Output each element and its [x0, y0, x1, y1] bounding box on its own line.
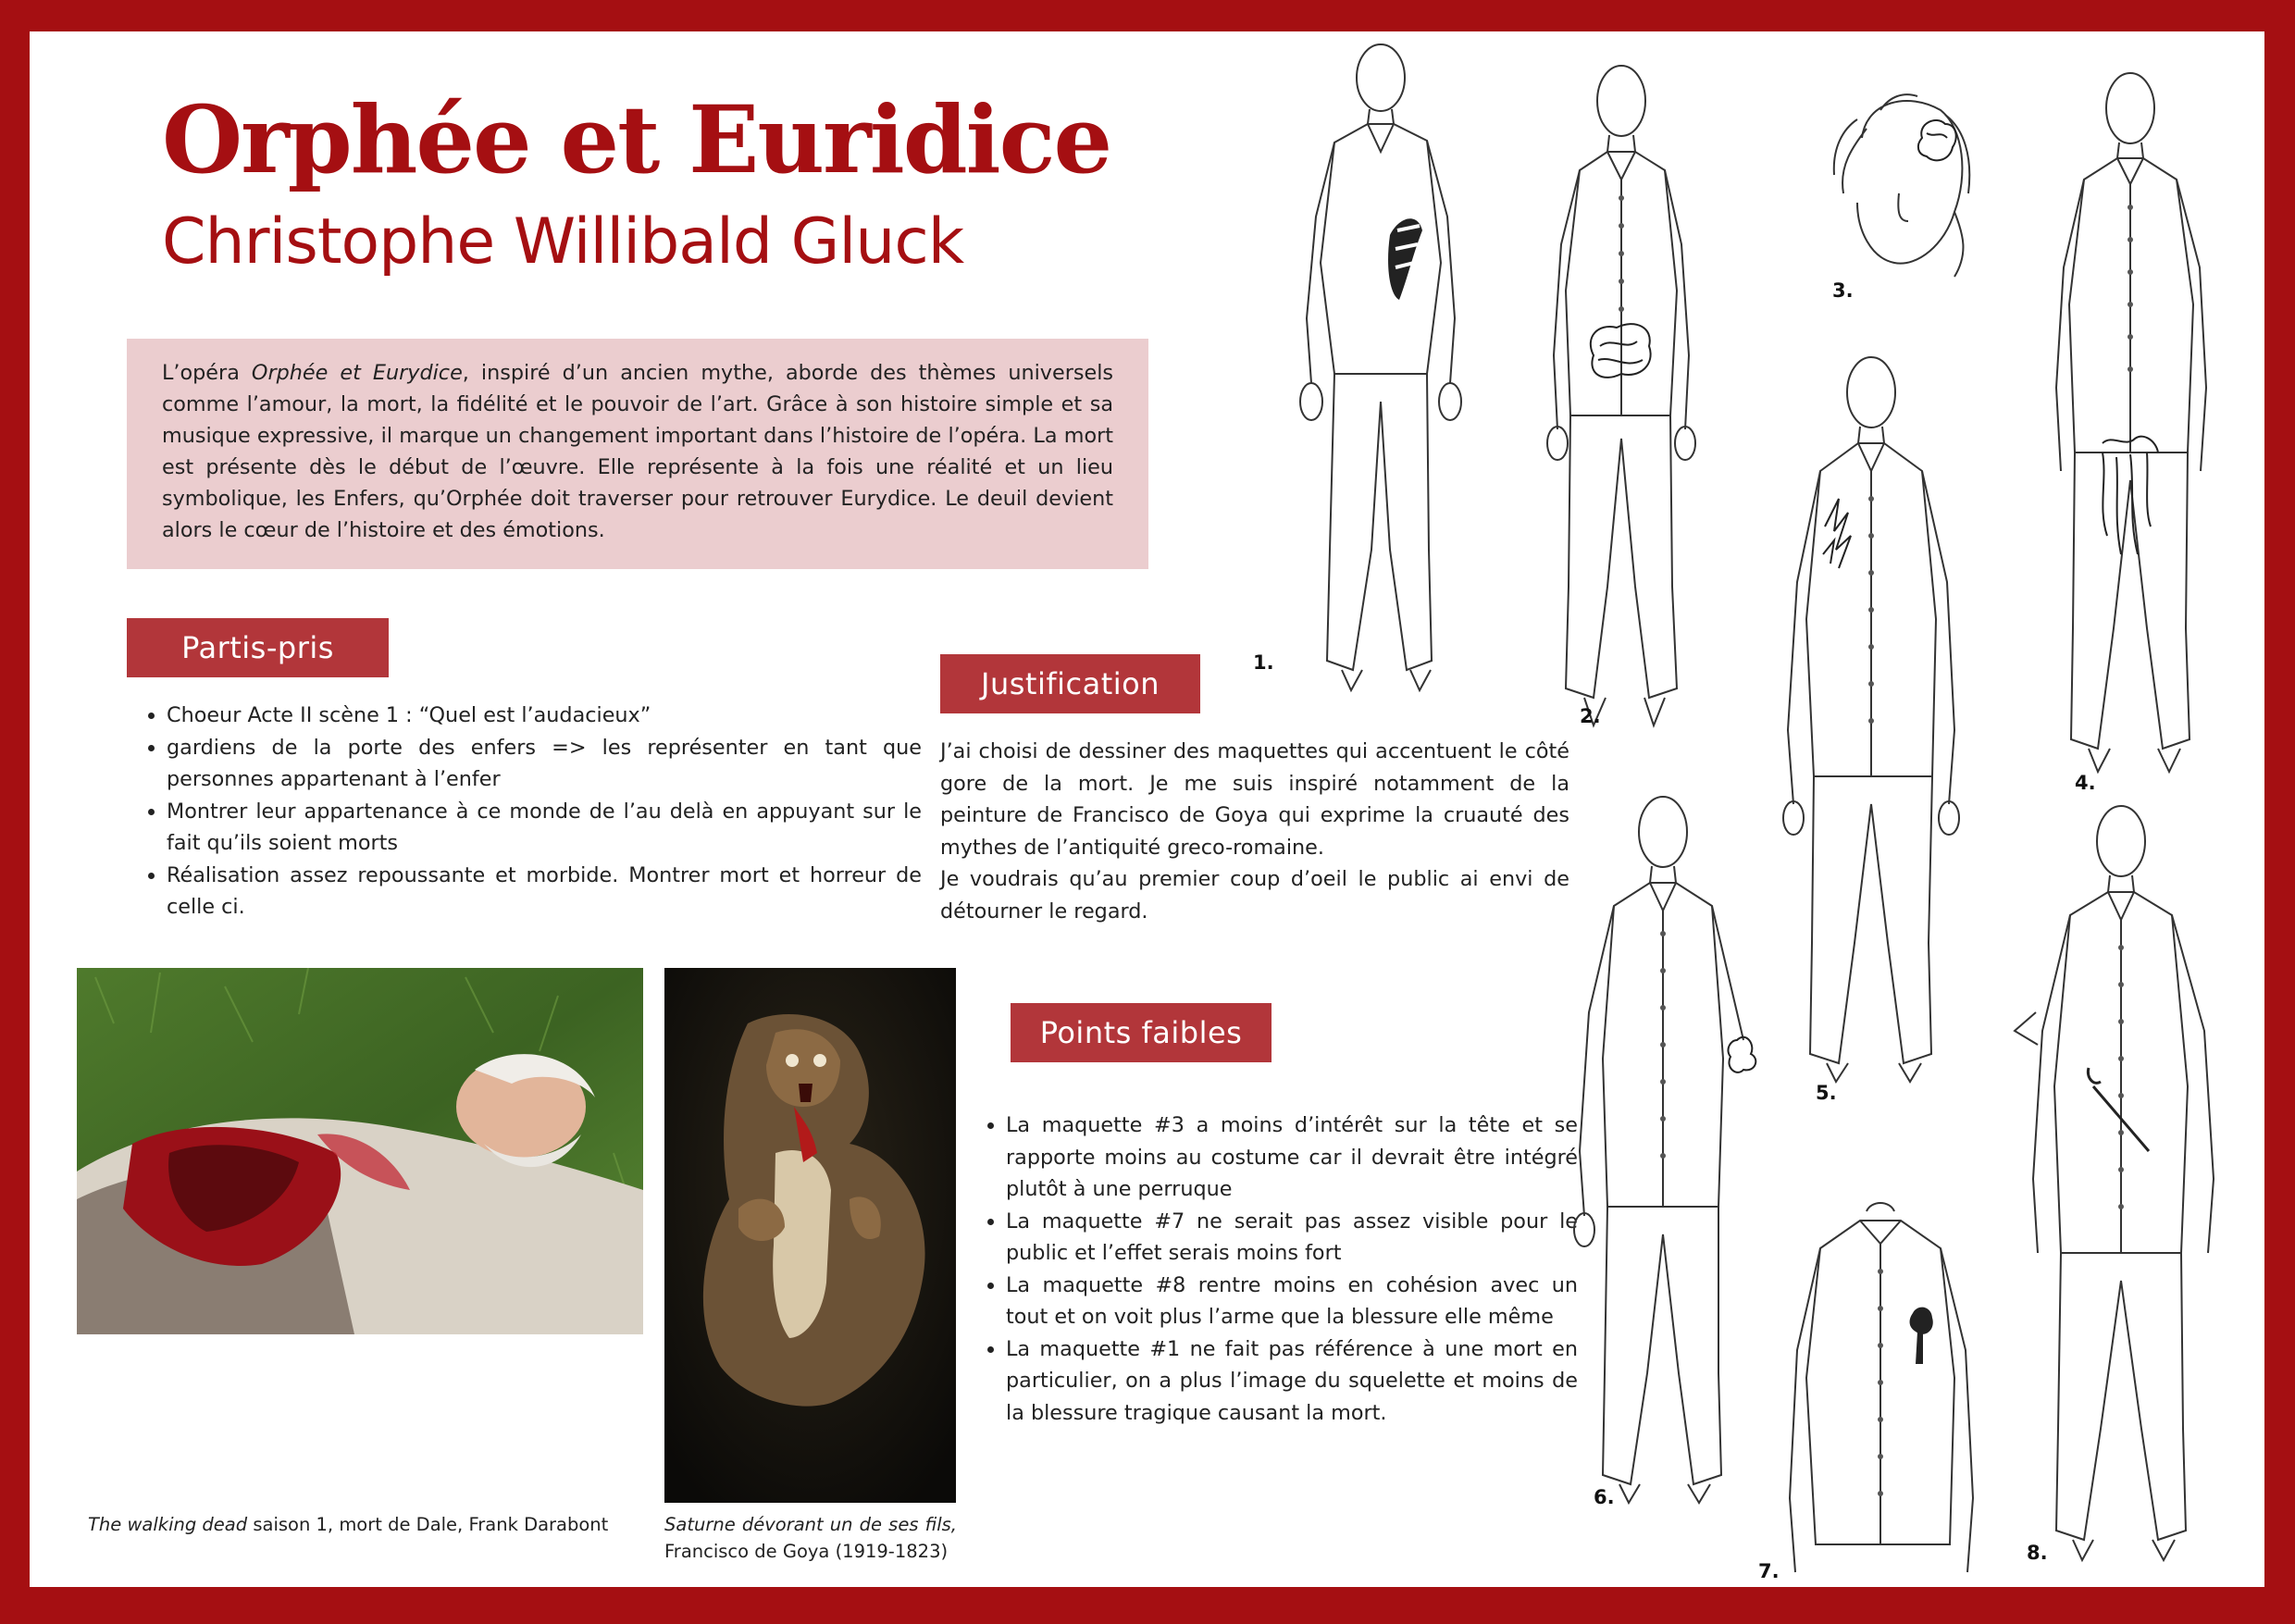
dale-caption: The walking dead saison 1, mort de Dale, Frank Darabont	[88, 1514, 609, 1535]
costume-sketch-8	[1982, 790, 2260, 1568]
sketch-label-8: 8.	[2027, 1542, 2048, 1564]
page-title: Orphée et Euridice	[162, 85, 1111, 194]
points-faibles-heading: Points faibles	[1011, 1003, 1272, 1062]
sketch-label-3: 3.	[1832, 279, 1854, 302]
justification-text: J’ai choisi de dessiner des maquettes qui accentuent le côté gore de la mort. Je me suis inspiré notamment de la peinture de Francisco de Goya qui exprime la cruauté des mythes de l’antiquité greco-romaine. Je voudrais qu’au premier coup d’oeil le public ai envi de détourner le regard.	[940, 739, 1569, 924]
page-subtitle: Christophe Willibald Gluck	[162, 205, 964, 279]
points-faibles-list	[971, 1110, 1578, 1429]
costume-sketch-4	[2010, 55, 2251, 786]
intro-box	[127, 339, 1148, 569]
list-item: • La maquette #7 ne serait pas assez visible pour le public et l’effet serais moins fort	[1006, 1206, 1578, 1270]
intro-text: L’opéra Orphée et Eurydice, inspiré d’un ancien mythe, aborde des thèmes universels comme l’amour, la mort, la fidélité et le pouvoir de l’art. Grâce à son histoire simple et sa musique expressive, il marque un changement important dans l’histoire de l’opéra. La mort est présente dès le début de l’œuvre. Elle représente à la fois une réalité et un lieu symbolique, les Enfers, qu’Orphée doit traverser pour retrouver Eurydice. Le deuil devient alors le cœur de l’histoire et des émotions.	[162, 361, 1114, 542]
costume-sketch-2	[1496, 50, 1746, 735]
sketch-label-5: 5.	[1816, 1082, 1837, 1104]
partis-pris-heading: Partis-pris	[127, 618, 389, 677]
partis-pris-list	[131, 700, 922, 924]
walking-dead-photo	[77, 968, 643, 1334]
list-item: • La maquette #1 ne fait pas référence à une mort en particulier, on a plus l’image du squelette et moins de la blessure tragique causant la mort.	[1006, 1333, 1578, 1430]
costume-sketch-1	[1242, 31, 1520, 698]
list-item: • Montrer leur appartenance à ce monde de l’au delà en appuyant sur le fait qu’ils soient morts	[167, 796, 922, 860]
justification-heading: Justification	[940, 654, 1200, 713]
list-item: • La maquette #3 a moins d’intérêt sur la tête et se rapporte moins au costume car il devrait être intégré plutôt à une perruque	[1006, 1110, 1578, 1206]
sketch-label-1: 1.	[1253, 651, 1274, 674]
list-item: • Choeur Acte II scène 1 : “Quel est l’audacieux”	[167, 700, 922, 732]
costume-sketch-7	[1751, 1193, 2010, 1581]
list-item: • Réalisation assez repoussante et morbide. Montrer mort et horreur de celle ci.	[167, 860, 922, 924]
goya-painting	[664, 968, 956, 1503]
list-item: • La maquette #8 rentre moins en cohésion avec un tout et on voit plus l’arme que la blessure elle même	[1006, 1270, 1578, 1333]
poster-frame	[30, 31, 2264, 1587]
sketch-label-6: 6.	[1594, 1486, 1615, 1508]
list-item: • gardiens de la porte des enfers => les représenter en tant que personnes appartenant à l’enfer	[167, 732, 922, 796]
sketch-label-7: 7.	[1758, 1560, 1780, 1582]
sketch-label-4: 4.	[2075, 772, 2096, 794]
goya-caption: Saturne dévorant un de ses fils, Francisco de Goya (1919-1823)	[664, 1514, 957, 1562]
sketch-label-2: 2.	[1580, 705, 1601, 727]
costume-sketch-3	[1816, 73, 1982, 314]
